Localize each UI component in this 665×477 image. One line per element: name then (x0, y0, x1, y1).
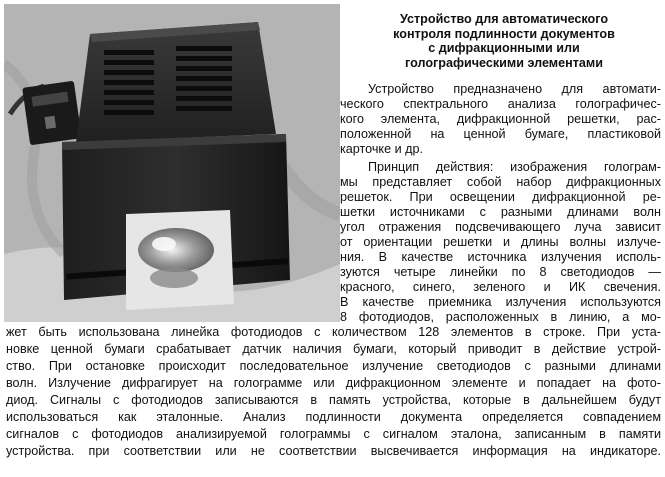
text-line: карточке и др. (340, 142, 423, 156)
text-line: угол отражения подсвечивающего луча зависит (340, 220, 661, 234)
text-line: ческого спектрального анализа голографичес- (340, 97, 661, 111)
title-line: голографическими элементами (405, 55, 603, 70)
text-line: использоваться как эталонные. Анализ подлинности документа определяется совпадением (6, 410, 661, 424)
text-line: сигналов с фотодиодов анализируемой голограммы с сигналом эталона, записанным в памяти (6, 427, 661, 441)
text-line: красного, синего, зеленого и ИК свечения. (340, 280, 661, 294)
text-line: мы представляет собой набор дифракционных (340, 175, 661, 189)
text-line: решеток. При освещении дифракционной ре- (340, 190, 661, 204)
text-line: 8 фотодиодов, расположенных в линию, а мо- (340, 310, 661, 324)
text-line: волн. Излучение дифрагирует на голограмме или дифракционном элементе и попадает на фото- (6, 376, 661, 390)
text-line: новке ценной бумаги срабатывает датчик наличия бумаги, который приводит в действие устрой- (6, 342, 661, 356)
title-line: Устройство для автоматического (399, 12, 609, 26)
text-line: Устройство предназначено для автомати- (368, 82, 661, 96)
connector-box (22, 81, 82, 146)
title-line: с дифракционными или (428, 41, 580, 55)
hologram-element (138, 228, 214, 272)
text-line: устройства. при соответствии или не соответствии высвечивается информация на индикаторе. (6, 444, 661, 458)
inserted-document (126, 210, 234, 310)
device-photo (4, 4, 340, 322)
title-line: контроля подлинности документов (393, 26, 615, 41)
text-line: ния. В качестве источника излучения исполь- (340, 250, 661, 264)
text-line: положенной на ценной бумаге, пластиковой (340, 127, 661, 141)
text-line: шетки источниками с разными длинами волн (340, 205, 661, 219)
text-line: кого элемента, дифракционной решетки, рас- (340, 112, 661, 126)
text-line: от ориентации решетки и длины волны излуче- (340, 235, 661, 249)
text-line: зуются четыре линейки по 8 светодиодов — (340, 265, 661, 279)
text-line: диод. Сигналы с фотодиодов записываются в память устройства, которые в дальнейшем будут (6, 393, 661, 407)
text-line: Принцип действия: изображения голограм- (368, 160, 661, 174)
text-line: В качестве приемника излучения используются (340, 295, 661, 309)
text-line: жет быть использована линейка фотодиодов с количеством 128 элементов в строке. При уста- (6, 325, 661, 339)
device-illustration (4, 4, 340, 322)
text-line: ство. При остановке происходит последовательное излучение светодиодов с разными длинами (6, 359, 661, 373)
article-title (345, 12, 663, 70)
